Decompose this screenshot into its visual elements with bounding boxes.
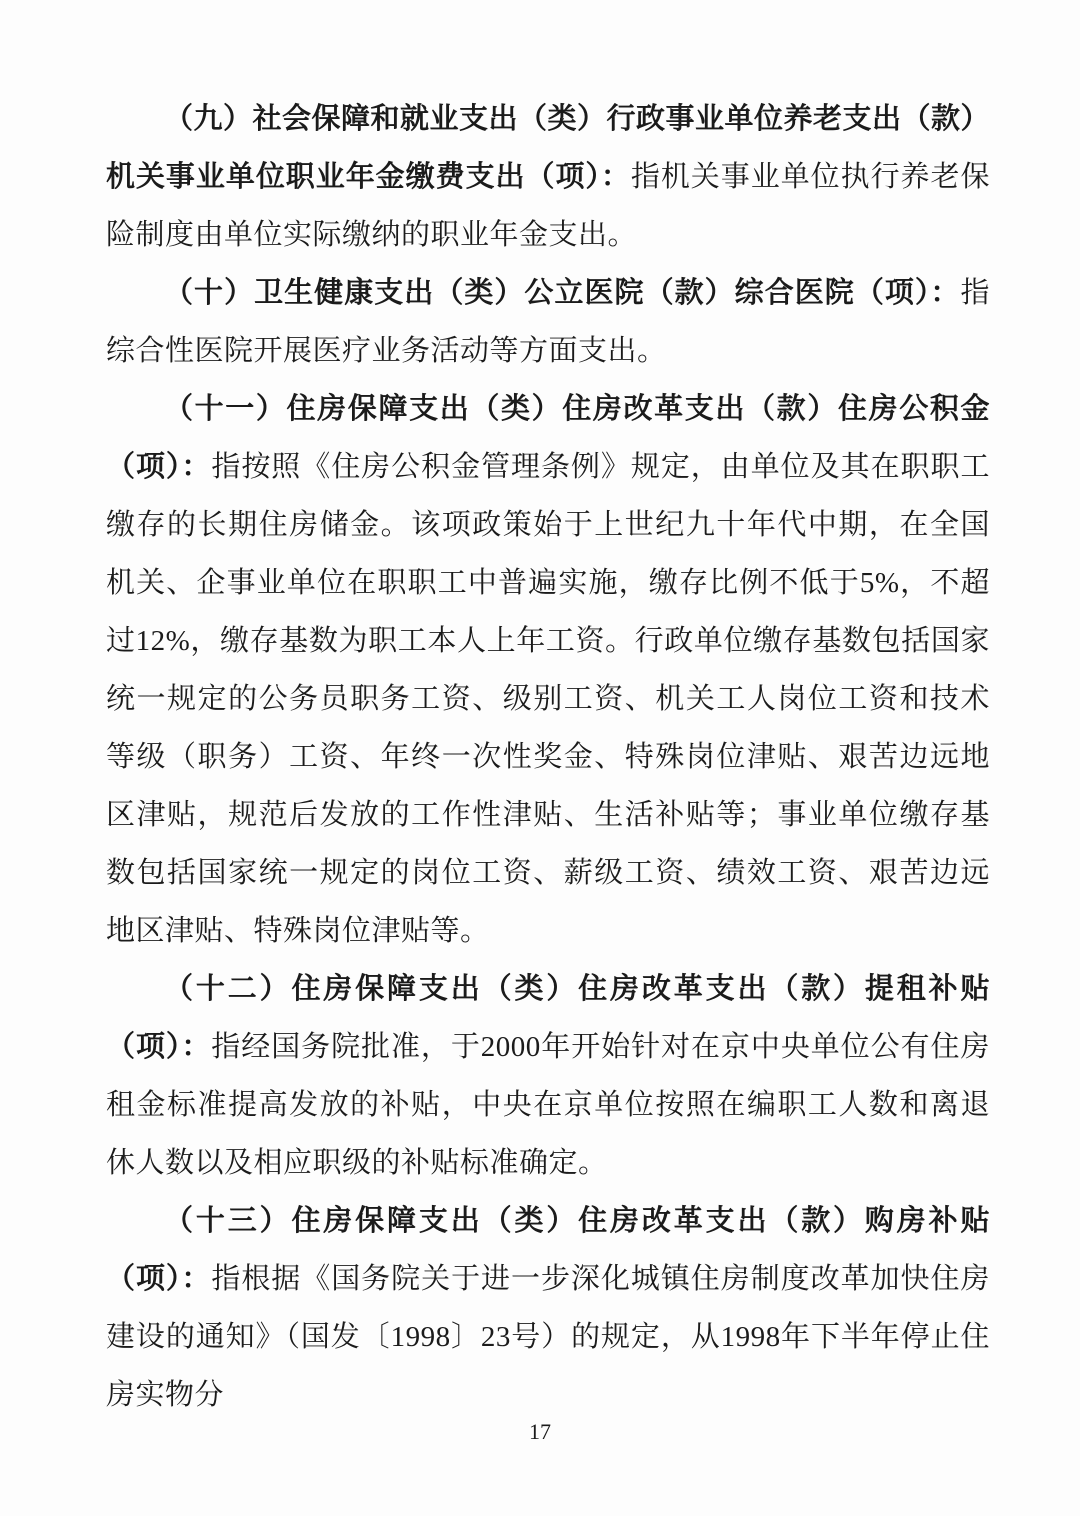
paragraph-section-9 [106,90,990,264]
section-11-heading: （十一）住房保障支出（类）住房改革支出（款）住房公积金（项）： [106,393,990,483]
paragraph-section-10 [106,264,990,380]
page-number: 17 [529,1419,551,1444]
section-9-heading: （九）社会保障和就业支出（类）行政事业单位养老支出（款）机关事业单位职业年金缴费支出（项）： [106,103,991,193]
section-12-body: 指经国务院批准，于2000年开始针对在京中央单位公有住房租金标准提高发放的补贴，中央在京单位按照在编职工人数和离退休人数以及相应职级的补贴标准确定。 [106,1031,990,1179]
section-9-body: 指机关事业单位执行养老保险制度由单位实际缴纳的职业年金支出。 [106,161,990,251]
section-12-heading: （十二）住房保障支出（类）住房改革支出（款）提租补贴（项）： [106,973,990,1063]
paragraph-section-13 [106,1192,990,1424]
section-10-body: 指综合性医院开展医疗业务活动等方面支出。 [106,277,990,367]
section-13-heading: （十三）住房保障支出（类）住房改革支出（款）购房补贴（项）： [106,1205,990,1295]
paragraph-section-11 [106,380,990,960]
paragraph-section-12 [106,960,990,1192]
section-10-heading: （十）卫生健康支出（类）公立医院（款）综合医院（项）： [164,277,961,309]
section-11-body: 指按照《住房公积金管理条例》规定，由单位及其在职职工缴存的长期住房储金。该项政策始于上世纪九十年代中期，在全国机关、企事业单位在职职工中普遍实施，缴存比例不低于5%，不超过12%，缴存基数为职工本人上年工资。行政单位缴存基数包括国家统一规定的公务员职务工资、级别工资、机关工人岗位工资和技术等级（职务）工资、年终一次性奖金、特殊岗位津贴、艰苦边远地区津贴，规范后发放的工作性津贴、生活补贴等；事业单位缴存基数包括国家统一规定的岗位工资、薪级工资、绩效工资、艰苦边远地区津贴、特殊岗位津贴等。 [106,451,990,947]
section-13-body: 指根据《国务院关于进一步深化城镇住房制度改革加快住房建设的通知》（国发〔1998〕23号）的规定，从1998年下半年停止住房实物分 [106,1263,990,1411]
